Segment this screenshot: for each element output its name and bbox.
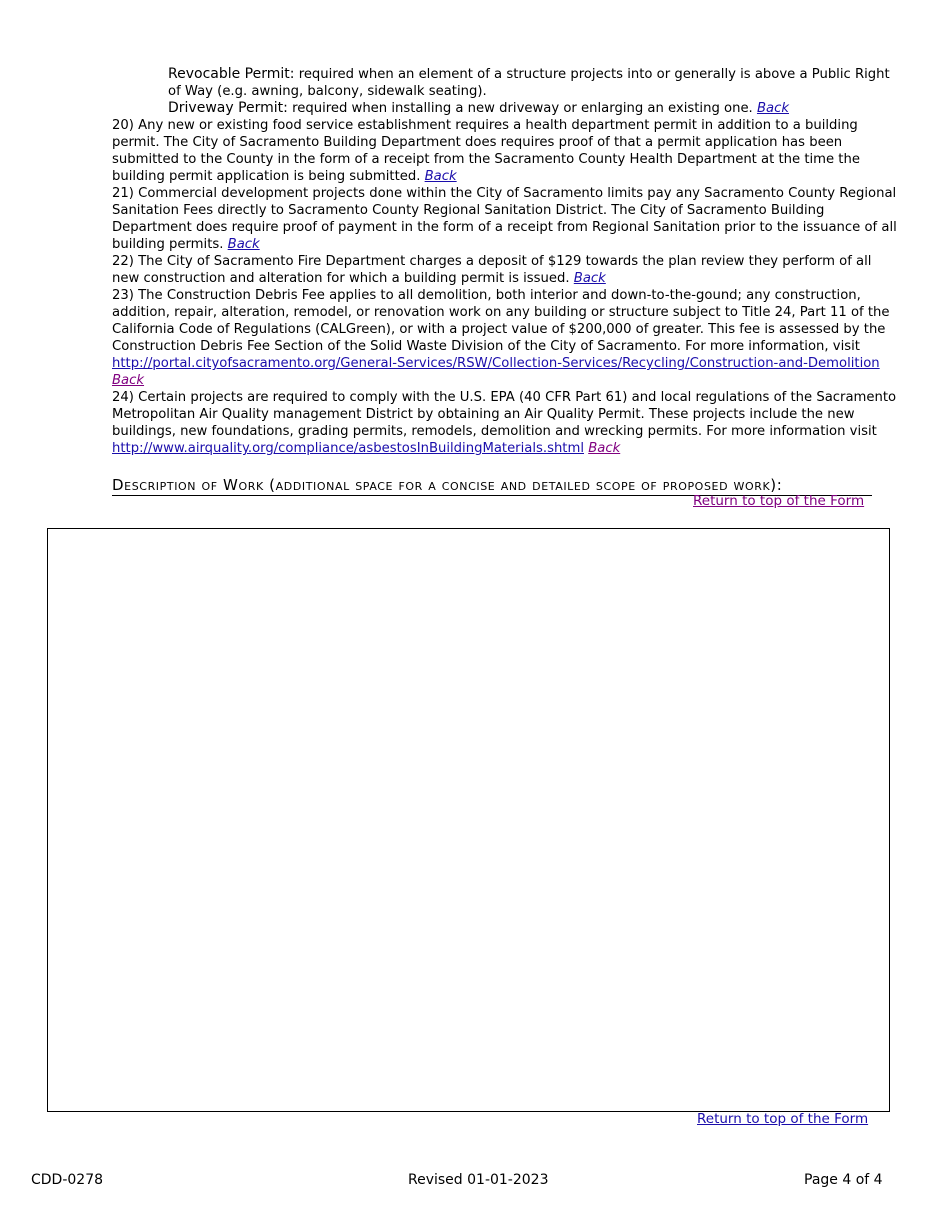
page-number: Page 4 of 4 xyxy=(804,1172,883,1188)
back-link-24[interactable]: Back xyxy=(588,441,621,456)
air-quality-link[interactable]: http://www.airquality.org/compliance/asbestosInBuildingMaterials.shtml xyxy=(112,441,584,456)
revocable-permit-note xyxy=(168,66,898,117)
back-link-21[interactable]: Back xyxy=(227,237,260,252)
note-20-text: 20) Any new or existing food service establishment requires a health department permit in addition to a building permit. The City of Sacramento Building Department does requires proof of that a permit application has been submitted to the County in the form of a receipt from the Sacramento County Health Department at the time the building permit application is being submitted. xyxy=(112,118,860,184)
note-20 xyxy=(112,117,902,185)
form-id: CDD-0278 xyxy=(31,1172,104,1188)
note-24-text: 24) Certain projects are required to comply with the U.S. EPA (40 CFR Part 61) and local regulations of the Sacramento Metropolitan Air Quality management District by obtaining an Air Quality Permit. These projects include the new buildings, new foundations, grading permits, remodels, demolition and wrecking permits. For more information visit xyxy=(112,390,897,439)
revised-date: Revised 01-01-2023 xyxy=(408,1172,549,1188)
return-to-top-link-2[interactable]: Return to top of the Form xyxy=(697,1111,869,1127)
note-22 xyxy=(112,253,902,287)
note-23 xyxy=(112,287,902,389)
back-link-22[interactable]: Back xyxy=(573,271,606,286)
driveway-permit-text: required when installing a new driveway or enlarging an existing one. xyxy=(292,101,753,116)
description-of-work-textbox[interactable] xyxy=(47,528,890,1112)
note-23-text: 23) The Construction Debris Fee applies to all demolition, both interior and down-to-the-gound; any construction, addition, repair, alteration, remodel, or renovation work on any building or structure subject to Title 24, Part 11 of the California Code of Regulations (CALGreen), or with a project value of $200,000 of greater. This fee is assessed by the Construction Debris Fee Section of the Solid Waste Division of the City of Sacramento. For more information, visit xyxy=(112,288,890,354)
notes-list xyxy=(112,117,902,457)
note-22-text: 22) The City of Sacramento Fire Department charges a deposit of $129 towards the plan review they perform of all new construction and alteration for which a building permit is issued. xyxy=(112,254,872,286)
note-21-text: 21) Commercial development projects done within the City of Sacramento limits pay any Sacramento County Regional Sanitation Fees directly to Sacramento County Regional Sanitation District. The City of Sacramento Building Department does require proof of payment in the form of a receipt from Regional Sanitation prior to the issuance of all building permits. xyxy=(112,186,897,252)
return-to-top-link-1[interactable]: Return to top of the Form xyxy=(693,493,865,509)
note-21 xyxy=(112,185,902,253)
driveway-permit-label: Driveway Permit: xyxy=(168,100,288,116)
back-link-20[interactable]: Back xyxy=(424,169,457,184)
note-24 xyxy=(112,389,902,457)
revocable-permit-text: required when an element of a structure projects into or generally is above a Public Right of Way (e.g. awning, balcony, sidewalk seating). xyxy=(168,67,890,99)
construction-debris-link[interactable]: http://portal.cityofsacramento.org/General-Services/RSW/Collection-Services/Recycling/Construction-and-Demolition xyxy=(112,356,880,371)
back-link-19[interactable]: Back xyxy=(756,101,789,116)
description-of-work-heading: Description of Work (additional space for a concise and detailed scope of proposed work): xyxy=(112,475,872,496)
back-link-23[interactable]: Back xyxy=(112,373,145,388)
revocable-permit-label: Revocable Permit: xyxy=(168,66,295,82)
